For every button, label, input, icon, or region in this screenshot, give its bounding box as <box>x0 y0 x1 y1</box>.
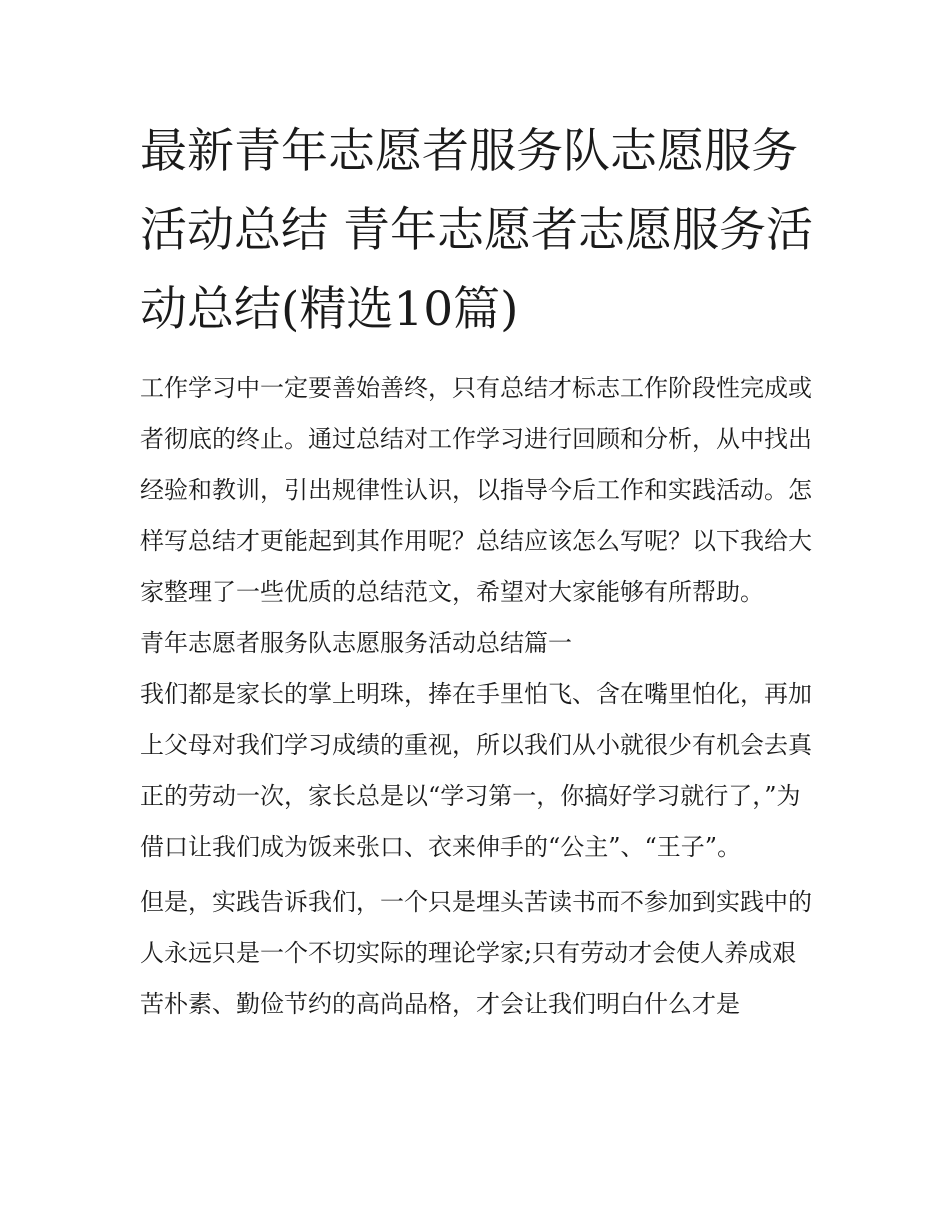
body-paragraph-2: 但是，实践告诉我们，一个只是埋头苦读书而不参加到实践中的人永远只是一个不切实际的理论学家;只有劳动才会使人养成艰苦朴素、勤俭节约的高尚品格，才会让我们明白什么才是 <box>140 888 812 1018</box>
intro-paragraph: 工作学习中一定要善始善终，只有总结才标志工作阶段性完成或者彻底的终止。通过总结对工作学习进行回顾和分析，从中找出经验和教训，引出规律性认识，以指导今后工作和实践活动。怎样写总结才更能起到其作用呢？总结应该怎么写呢？以下我给大家整理了一些优质的总结范文，希望对大家能够有所帮助。 <box>140 374 812 606</box>
section-heading: 青年志愿者服务队志愿服务活动总结篇一 <box>140 629 572 657</box>
document-page <box>140 112 816 1030</box>
body-paragraph-1: 我们都是家长的掌上明珠，捧在手里怕飞、含在嘴里怕化，再加上父母对我们学习成绩的重视，所以我们从小就很少有机会去真正的劳动一次，家长总是以“学习第一，你搞好学习就行了，”为借口让我们成为饭来张口、衣来伸手的“公主”、“王子”。 <box>140 680 812 861</box>
document-title: 最新青年志愿者服务队志愿服务活动总结 青年志愿者志愿服务活动总结(精选10篇) <box>140 124 813 337</box>
